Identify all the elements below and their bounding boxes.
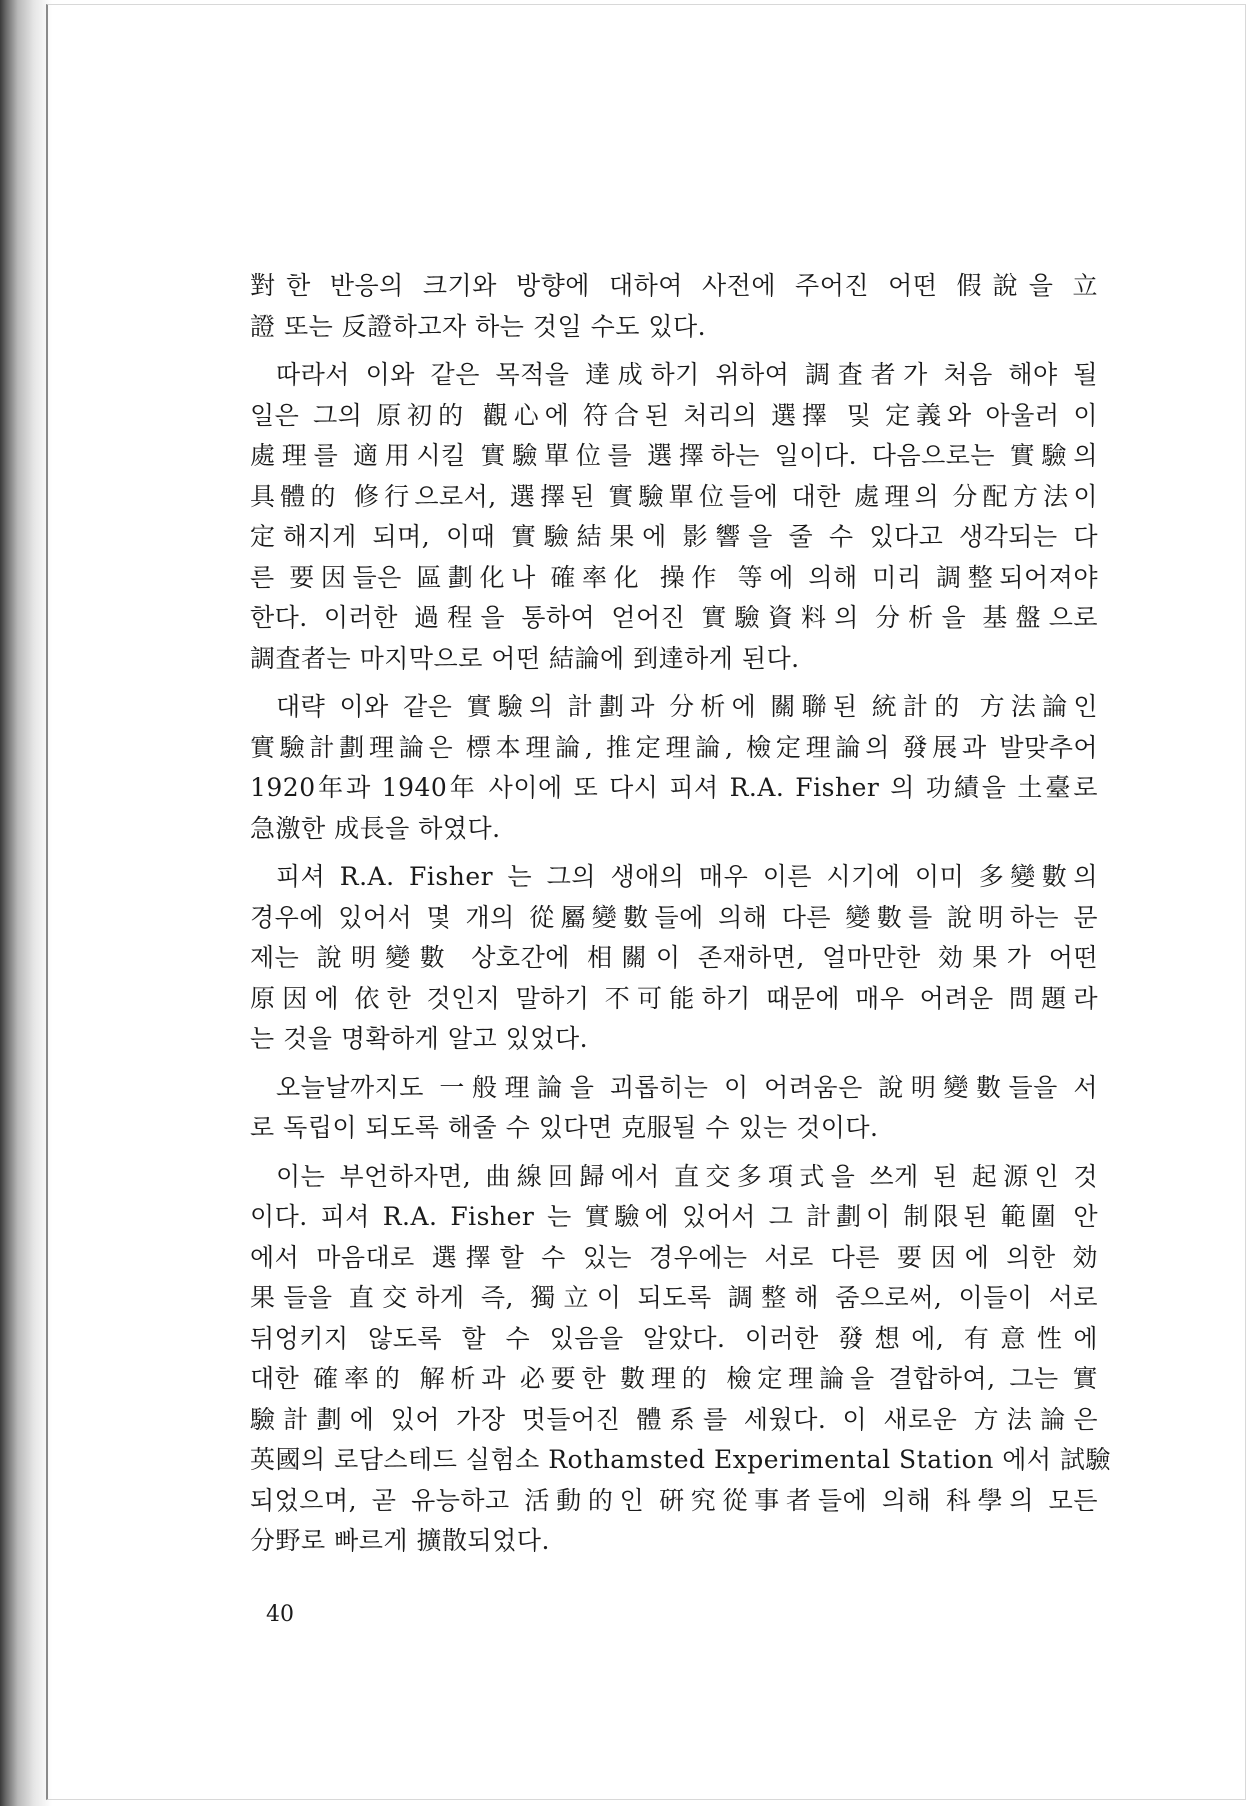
text-line: 에서 마음대로 選擇할 수 있는 경우에는 서로 다른 要因에 의한 効	[250, 1242, 1098, 1272]
text-line: 具體的 修行으로서, 選擇된 實驗單位들에 대한 處理의 分配方法이	[250, 481, 1098, 511]
text-line: 實驗計劃理論은 標本理論, 推定理論, 檢定理論의 發展과 발맞추어	[250, 732, 1098, 762]
paragraph-2	[250, 355, 1098, 679]
text-line: 뒤엉키지 않도록 할 수 있음을 알았다. 이러한 發想에, 有意性에	[250, 1323, 1098, 1353]
text-line: 分野로 빠르게 擴散되었다.	[250, 1526, 550, 1555]
text-line: 1920年과 1940年 사이에 또 다시 피셔 R.A. Fisher 의 功績을 土臺로	[250, 773, 1098, 802]
paragraph-1	[250, 266, 1098, 347]
text-line: 原因에 依한 것인지 말하기 不可能하기 때문에 매우 어려운 問題라	[250, 983, 1098, 1013]
text-line: 는 것을 명확하게 알고 있었다.	[250, 1024, 589, 1053]
text-line: 대략 이와 같은 實驗의 計劃과 分析에 關聯된 統計的 方法論인	[276, 692, 1098, 721]
text-line: 한다. 이러한 過程을 통하여 얻어진 實驗資料의 分析을 基盤으로	[250, 603, 1098, 632]
text-line: 로 독립이 되도록 해줄 수 있다면 克服될 수 있는 것이다.	[250, 1113, 879, 1142]
text-line: 따라서 이와 같은 목적을 達成하기 위하여 調査者가 처음 해야 될	[276, 360, 1098, 389]
text-line: 이다. 피셔 R.A. Fisher 는 實驗에 있어서 그 計劃이 制限된 範圍 안	[250, 1202, 1098, 1231]
text-line: 驗計劃에 있어 가장 멋들어진 體系를 세웠다. 이 새로운 方法論은	[250, 1404, 1098, 1434]
text-line: 되었으며, 곧 유능하고 活動的인 硏究從事者들에 의해 科學의 모든	[250, 1485, 1098, 1515]
paragraph-3	[250, 687, 1098, 849]
text-line: 對한 반응의 크기와 방향에 대하여 사전에 주어진 어떤 假說을 立	[250, 271, 1098, 300]
text-line: 대한 確率的 解析과 必要한 數理的 檢定理論을 결합하여, 그는 實	[250, 1364, 1098, 1393]
paragraph-4	[250, 857, 1098, 1060]
text-line: 이는 부언하자면, 曲線回歸에서 直交多項式을 쓰게 된 起源인 것	[276, 1161, 1098, 1191]
text-line: 일은 그의 原初的 觀心에 符合된 처리의 選擇 및 定義와 아울러 이	[250, 400, 1098, 430]
paragraph-5	[250, 1068, 1098, 1149]
text-line: 른 要因들은 區劃化나 確率化 操作 等에 의해 미리 調整되어져야	[250, 562, 1098, 592]
text-line: 제는 說明變數 상호간에 相關이 존재하면, 얼마만한 効果가 어떤	[250, 943, 1098, 972]
text-line: 경우에 있어서 몇 개의 從屬變數들에 의해 다른 變數를 說明하는 문	[250, 902, 1098, 932]
text-line: 處理를 適用시킬 實驗單位를 選擇하는 일이다. 다음으로는 實驗의	[250, 441, 1098, 470]
text-line: 果들을 直交하게 즉, 獨立이 되도록 調整해 줌으로써, 이들이 서로	[250, 1283, 1098, 1312]
text-line: 證 또는 反證하고자 하는 것일 수도 있다.	[250, 311, 707, 341]
page-number: 40	[266, 1602, 294, 1627]
text-line: 急激한 成長을 하였다.	[250, 813, 501, 843]
paragraph-6	[250, 1157, 1111, 1562]
text-line: 調査者는 마지막으로 어떤 結論에 到達하게 된다.	[250, 643, 800, 673]
text-line: 英國의 로담스테드 실험소 Rothamsted Experimental Station 에서 試驗	[250, 1445, 1111, 1474]
spine-shadow	[0, 0, 52, 1806]
text-line: 定해지게 되며, 이때 實驗結果에 影響을 줄 수 있다고 생각되는 다	[250, 522, 1098, 551]
body-text	[250, 266, 1111, 1570]
text-line: 피셔 R.A. Fisher 는 그의 생애의 매우 이른 시기에 이미 多變數의	[276, 862, 1098, 891]
text-line: 오늘날까지도 一般理論을 괴롭히는 이 어려움은 說明變數들을 서	[276, 1072, 1098, 1102]
